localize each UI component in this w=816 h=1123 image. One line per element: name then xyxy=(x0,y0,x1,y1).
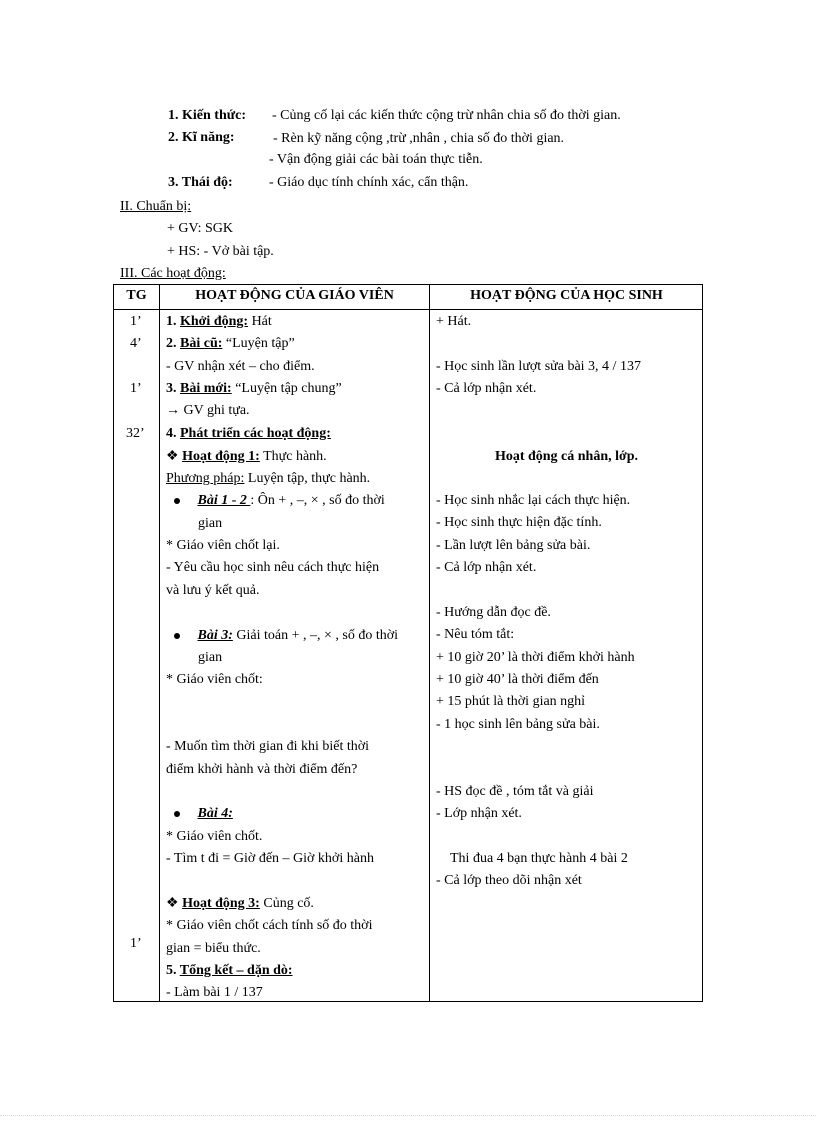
activity-label: Hoạt động 1: xyxy=(182,449,260,464)
student-line: - Cả lớp nhận xét. xyxy=(436,560,537,575)
exercise-text: Giải toán + , –, × , số đo thời xyxy=(232,628,399,643)
student-line: - HS đọc đề , tóm tắt và giải xyxy=(436,784,594,799)
round-bullet-icon xyxy=(174,811,180,817)
student-line: + 10 giờ 20’ là thời điểm khởi hành xyxy=(436,650,635,665)
step-number: 4. xyxy=(166,426,180,441)
tg-value: 1’ xyxy=(130,936,142,951)
student-line: - Cả lớp nhận xét. xyxy=(436,381,537,396)
tg-value: 32’ xyxy=(126,426,145,441)
method-text: Luyện tập, thực hành. xyxy=(244,471,371,486)
attitude-label: 3. Thái độ: xyxy=(168,175,233,190)
knowledge-label: 1. Kiến thức: xyxy=(168,108,247,123)
tg-value: 4’ xyxy=(130,336,142,351)
teacher-line xyxy=(166,313,272,331)
teacher-line: điểm khởi hành và thời điểm đến? xyxy=(166,762,358,777)
teacher-line: gian xyxy=(198,516,223,531)
student-line: - Học sinh nhắc lại cách thực hiện. xyxy=(436,493,631,508)
header-tg: TG xyxy=(126,288,147,303)
exercise-label: Bài 4: xyxy=(197,806,233,821)
step-label: Bài cũ: xyxy=(180,336,223,351)
header-divider xyxy=(114,309,702,310)
step-label: Phát triển các hoạt động: xyxy=(180,426,331,441)
student-line: + 15 phút là thời gian nghỉ xyxy=(436,694,586,709)
teacher-line xyxy=(166,380,342,398)
student-line: + Hát. xyxy=(436,314,472,329)
attitude-text: - Giáo dục tính chính xác, cẩn thận. xyxy=(269,175,469,190)
knowledge-text: - Củng cố lại các kiến thức cộng trừ nhân chia số đo thời gian. xyxy=(272,108,621,123)
teacher-line xyxy=(174,627,398,645)
teacher-line xyxy=(166,448,327,466)
step-label: Tổng kết – dặn dò: xyxy=(179,963,293,978)
skill-text-2: - Vận động giải các bài toán thực tiễn. xyxy=(269,152,483,167)
lesson-table xyxy=(113,284,703,1002)
preparation-heading: II. Chuẩn bị: xyxy=(120,199,192,214)
tg-value: 1’ xyxy=(130,381,142,396)
teacher-line: - Tìm t đi = Giờ đến – Giờ khởi hành xyxy=(166,851,374,866)
activity-text: Củng cố. xyxy=(259,896,314,911)
exercise-text: : Ôn + , –, × , số đo thời xyxy=(250,493,385,508)
step-text: “Luyện tập” xyxy=(222,336,295,351)
teacher-line: - GV nhận xét – cho điểm. xyxy=(166,359,315,374)
teacher-line xyxy=(174,492,385,510)
step-label: Bài mới: xyxy=(180,381,232,396)
step-label: Khởi động: xyxy=(180,314,249,329)
page-bottom-divider xyxy=(0,1115,816,1117)
teacher-line xyxy=(174,805,233,823)
tg-value: 1’ xyxy=(130,314,142,329)
skill-text-1: - Rèn kỹ năng cộng ,trừ ,nhân , chia số đo thời gian. xyxy=(273,131,565,146)
teacher-line: - Làm bài 1 / 137 xyxy=(166,985,263,1000)
student-line: - Học sinh thực hiện đặc tính. xyxy=(436,515,602,530)
student-line: - Hướng dẫn đọc đề. xyxy=(436,605,551,620)
preparation-hs: + HS: - Vở bài tập. xyxy=(167,244,274,259)
teacher-line: - Yêu cầu học sinh nêu cách thực hiện xyxy=(166,560,380,575)
diamond-bullet-icon: ❖ xyxy=(166,896,179,911)
exercise-label: Bài 3: xyxy=(197,628,233,643)
teacher-line: gian = biểu thức. xyxy=(166,941,261,956)
student-line: - Lớp nhận xét. xyxy=(436,806,522,821)
step-number: 1. xyxy=(166,314,180,329)
step-text: Hát xyxy=(248,314,272,329)
header-teacher: HOẠT ĐỘNG CỦA GIÁO VIÊN xyxy=(195,288,394,303)
student-line: + 10 giờ 40’ là thời điểm đến xyxy=(436,672,599,687)
round-bullet-icon xyxy=(174,498,180,504)
teacher-line: * Giáo viên chốt. xyxy=(166,829,263,844)
method-label: Phương pháp: xyxy=(166,471,245,486)
step-text: “Luyện tập chung” xyxy=(231,381,342,396)
student-line: - Lần lượt lên bảng sửa bài. xyxy=(436,538,591,553)
skill-label: 2. Kĩ năng: xyxy=(168,130,235,145)
teacher-line xyxy=(166,335,295,353)
student-line: - 1 học sinh lên bảng sửa bài. xyxy=(436,717,600,732)
activity-text: Thực hành. xyxy=(259,449,327,464)
column-divider-2 xyxy=(429,285,430,1001)
activities-heading: III. Các hoạt động: xyxy=(120,266,226,281)
teacher-line: * Giáo viên chốt: xyxy=(166,672,263,687)
teacher-line: * Giáo viên chốt lại. xyxy=(166,538,280,553)
column-divider-1 xyxy=(159,285,160,1001)
preparation-gv: + GV: SGK xyxy=(167,221,233,236)
teacher-line: - Muốn tìm thời gian đi khi biết thời xyxy=(166,739,370,754)
round-bullet-icon xyxy=(174,633,180,639)
activity-label: Hoạt động 3: xyxy=(182,896,260,911)
student-line: - Cả lớp theo dõi nhận xét xyxy=(436,873,582,888)
teacher-line: gian xyxy=(198,650,223,665)
teacher-line xyxy=(166,470,370,488)
student-activity-heading: Hoạt động cá nhân, lớp. xyxy=(494,449,639,464)
teacher-line xyxy=(166,895,314,913)
student-line: Thi đua 4 bạn thực hành 4 bài 2 xyxy=(450,851,628,866)
teacher-line xyxy=(166,425,331,443)
diamond-bullet-icon: ❖ xyxy=(166,449,179,464)
exercise-label: Bài 1 - 2 xyxy=(197,493,251,508)
teacher-line: và lưu ý kết quả. xyxy=(166,583,260,598)
teacher-line: * Giáo viên chốt cách tính số đo thời xyxy=(166,918,373,933)
student-line: - Học sinh lần lượt sửa bài 3, 4 / 137 xyxy=(436,359,641,374)
teacher-line xyxy=(166,962,293,980)
header-student: HOẠT ĐỘNG CỦA HỌC SINH xyxy=(470,288,663,303)
step-number: 2. xyxy=(166,336,180,351)
teacher-line: → GV ghi tựa. xyxy=(166,403,250,418)
step-number: 5. xyxy=(166,963,180,978)
step-number: 3. xyxy=(166,381,180,396)
student-line: - Nêu tóm tắt: xyxy=(436,627,515,642)
